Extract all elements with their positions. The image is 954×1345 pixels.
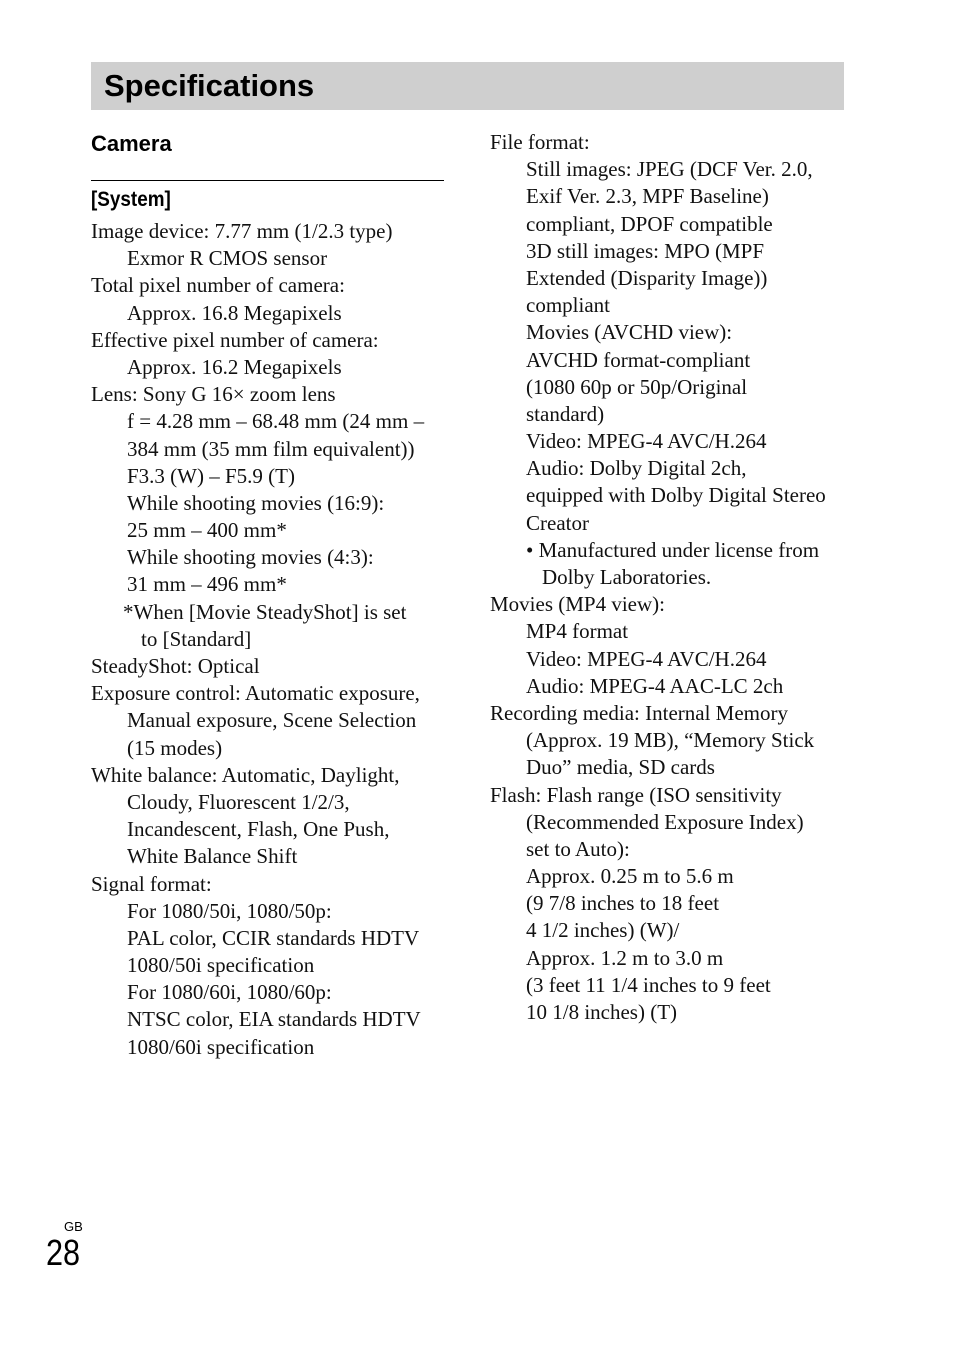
bullet-line: • Manufactured under license from [526,537,820,562]
spec-line: Incandescent, Flash, One Push, [127,817,390,842]
spec-line: PAL color, CCIR standards HDTV [127,925,420,950]
spec-line: Effective pixel number of camera: [91,327,379,352]
footnote-line: to [Standard] [141,626,252,651]
section-heading: Camera [91,131,172,156]
spec-line: Exmor R CMOS sensor [127,246,328,271]
spec-line: (Recommended Exposure Index) [526,809,804,834]
spec-line: f = 4.28 mm – 68.48 mm (24 mm – [127,409,425,434]
title-bar [91,62,844,110]
page-number: 28 [46,1232,81,1273]
spec-line: Video: MPEG-4 AVC/H.264 [526,646,767,671]
spec-line: Manual exposure, Scene Selection [127,708,417,733]
spec-line: Audio: Dolby Digital 2ch, [526,456,747,481]
footnote-line: *When [Movie SteadyShot] is set [123,599,407,624]
spec-line: compliant, DPOF compatible [526,211,773,236]
section-divider [91,180,444,181]
spec-line: Recording media: Internal Memory [490,700,788,725]
spec-line: Exposure control: Automatic exposure, [91,681,420,706]
spec-line: NTSC color, EIA standards HDTV [127,1007,421,1032]
spec-column-left [91,218,451,1061]
spec-line: Audio: MPEG-4 AAC-LC 2ch [526,673,784,698]
spec-column-right [490,129,850,1026]
spec-line: Approx. 0.25 m to 5.6 m [526,864,734,889]
page-title: Specifications [104,68,315,103]
spec-line: Extended (Disparity Image)) [526,265,768,290]
region-label: GB [64,1219,83,1234]
spec-line: For 1080/60i, 1080/60p: [127,980,332,1005]
spec-line: 1080/50i specification [127,953,315,978]
spec-line: Duo” media, SD cards [526,755,715,780]
spec-line: While shooting movies (16:9): [127,490,385,515]
spec-line: 384 mm (35 mm film equivalent)) [127,436,415,461]
spec-line: SteadyShot: Optical [91,654,260,678]
spec-line: Approx. 1.2 m to 3.0 m [526,945,724,970]
spec-line: Movies (AVCHD view): [526,320,733,345]
subsection-heading: [System] [91,188,171,211]
spec-line: Lens: Sony G 16× zoom lens [91,382,336,407]
spec-line: standard) [526,401,605,426]
bullet-line: Dolby Laboratories. [542,565,712,589]
spec-line: MP4 format [526,619,629,644]
spec-line: (15 modes) [127,735,223,760]
spec-line: AVCHD format-compliant [526,347,751,372]
spec-line: set to Auto): [526,836,630,861]
spec-line: 31 mm – 496 mm* [127,572,287,597]
spec-line: Cloudy, Fluorescent 1/2/3, [127,789,350,814]
spec-line: Still images: JPEG (DCF Ver. 2.0, [526,157,813,182]
spec-line: F3.3 (W) – F5.9 (T) [127,463,295,488]
spec-line: 1080/60i specification [127,1034,315,1059]
spec-line: Signal format: [91,871,212,896]
spec-line: While shooting movies (4:3): [127,545,374,570]
spec-line: Video: MPEG-4 AVC/H.264 [526,429,767,454]
spec-line: 4 1/2 inches) (W)/ [526,918,680,943]
spec-line: equipped with Dolby Digital Stereo [526,483,826,508]
spec-line: For 1080/50i, 1080/50p: [127,898,332,923]
spec-line: 25 mm – 400 mm* [127,518,287,543]
spec-line: Total pixel number of camera: [91,273,345,298]
spec-line: Exif Ver. 2.3, MPF Baseline) [526,184,769,209]
spec-line: File format: [490,130,590,154]
spec-line: White balance: Automatic, Daylight, [91,762,400,787]
spec-line: Creator [526,510,589,535]
spec-line: Image device: 7.77 mm (1/2.3 type) [91,219,393,243]
spec-line: Movies (MP4 view): [490,592,665,617]
spec-line: 10 1/8 inches) (T) [526,1000,678,1024]
spec-line: compliant [526,293,610,318]
spec-line: White Balance Shift [127,844,298,869]
spec-line: Approx. 16.8 Megapixels [127,300,342,325]
spec-line: Approx. 16.2 Megapixels [127,354,342,379]
spec-line: (3 feet 11 1/4 inches to 9 feet [526,972,771,997]
spec-line: 3D still images: MPO (MPF [526,238,765,263]
spec-line: (9 7/8 inches to 18 feet [526,891,720,916]
spec-line: (Approx. 19 MB), “Memory Stick [526,728,815,753]
spec-line: (1080 60p or 50p/Original [526,374,748,399]
spec-line: Flash: Flash range (ISO sensitivity [490,782,782,807]
